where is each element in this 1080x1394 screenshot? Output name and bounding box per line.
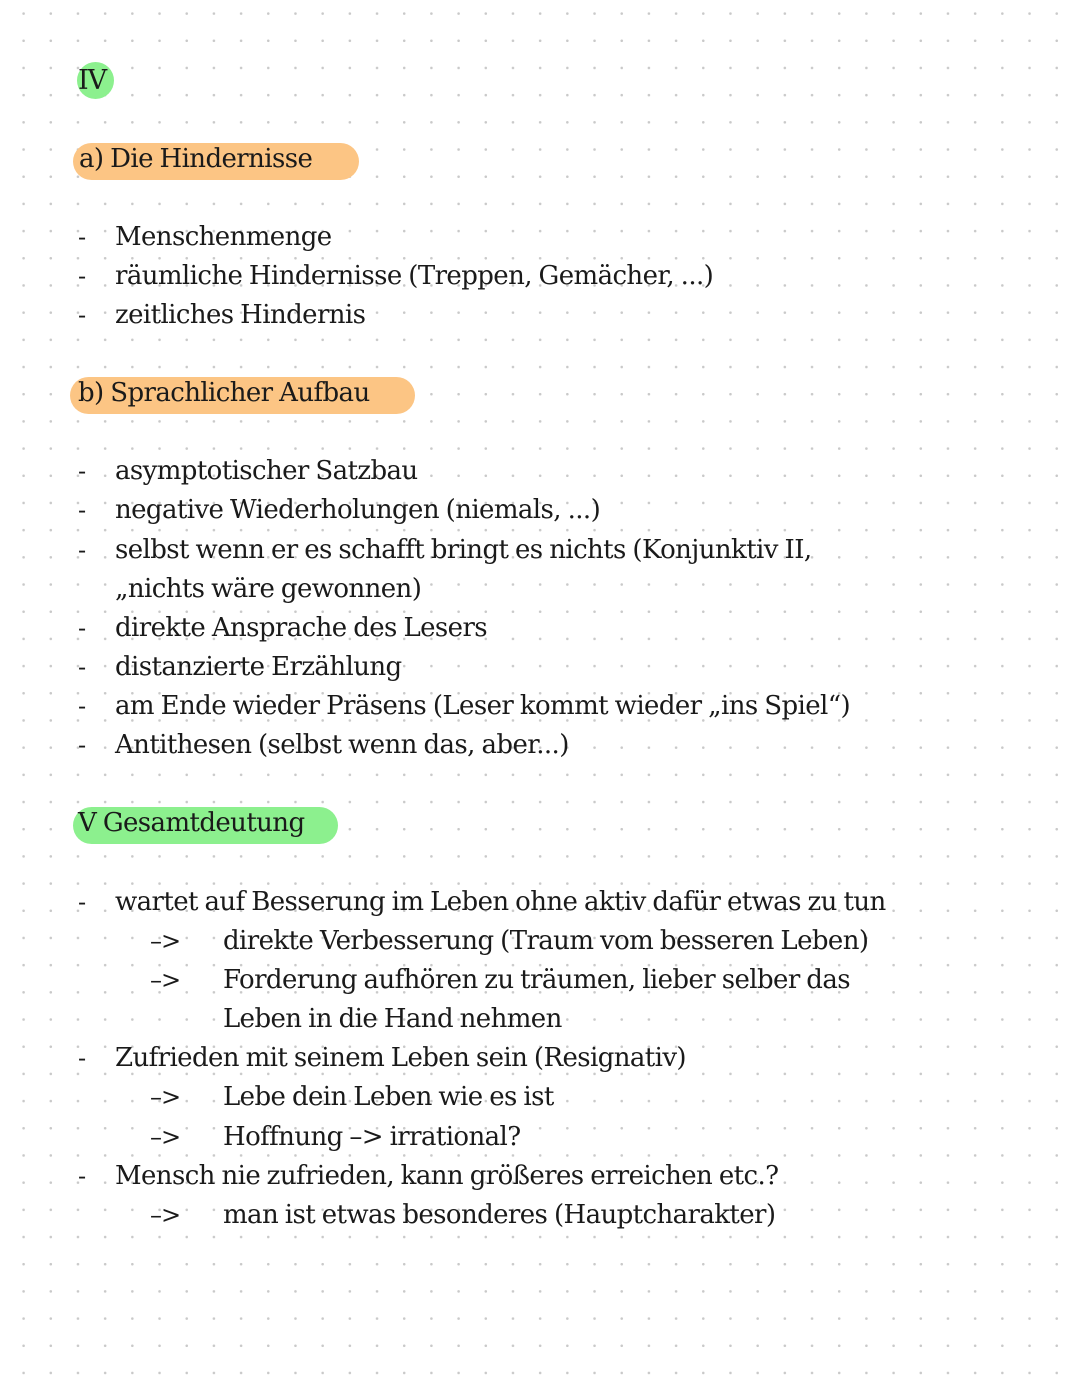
bullet-dash: -	[78, 457, 87, 485]
bullet-dash: -	[78, 692, 87, 720]
sub-list-item: Forderung aufhören zu träumen, lieber selber das	[223, 965, 850, 995]
heading-v: V Gesamtdeutung	[78, 808, 305, 838]
arrow-marker: –>	[150, 1083, 181, 1111]
list-item: Menschenmenge	[115, 222, 332, 252]
list-item: Zufrieden mit seinem Leben sein (Resignativ)	[115, 1043, 686, 1073]
section-iv-label: IV	[78, 65, 107, 96]
list-item: zeitliches Hindernis	[115, 300, 366, 330]
arrow-marker: –>	[150, 966, 181, 994]
bullet-dash: -	[78, 614, 87, 642]
arrow-marker: –>	[150, 1201, 181, 1229]
list-item: am Ende wieder Präsens (Leser kommt wieder „ins Spiel“)	[115, 691, 851, 721]
bullet-dash: -	[78, 301, 87, 329]
bullet-dash: -	[78, 496, 87, 524]
list-item: Mensch nie zufrieden, kann größeres erreichen etc.?	[115, 1161, 779, 1191]
arrow-marker: –>	[150, 927, 181, 955]
list-item: negative Wiederholungen (niemals, ...)	[115, 495, 601, 525]
bullet-dash: -	[78, 888, 87, 916]
sub-list-item: man ist etwas besonderes (Hauptcharakter)	[223, 1200, 776, 1230]
list-item: asymptotischer Satzbau	[115, 456, 418, 486]
bullet-dash: -	[78, 1044, 87, 1072]
bullet-dash: -	[78, 1162, 87, 1190]
bullet-dash: -	[78, 731, 87, 759]
sub-list-item: Lebe dein Leben wie es ist	[223, 1082, 554, 1112]
sub-list-item: direkte Verbesserung (Traum vom besseren Leben)	[223, 926, 869, 956]
heading-a: a) Die Hindernisse	[79, 144, 313, 174]
sub-list-item: Hoffnung –> irrational?	[223, 1122, 521, 1152]
bullet-dash: -	[78, 653, 87, 681]
list-item: distanzierte Erzählung	[115, 652, 402, 682]
sub-list-item-continuation: Leben in die Hand nehmen	[223, 1004, 562, 1034]
bullet-dash: -	[78, 262, 87, 290]
list-item-continuation: „nichts wäre gewonnen)	[115, 574, 422, 604]
bullet-dash: -	[78, 536, 87, 564]
list-item: räumliche Hindernisse (Treppen, Gemächer, ...)	[115, 261, 714, 291]
list-item: Antithesen (selbst wenn das, aber...)	[115, 730, 569, 760]
list-item: wartet auf Besserung im Leben ohne aktiv dafür etwas zu tun	[115, 887, 886, 917]
bullet-dash: -	[78, 223, 87, 251]
list-item: selbst wenn er es schafft bringt es nichts (Konjunktiv II,	[115, 535, 812, 565]
arrow-marker: –>	[150, 1123, 181, 1151]
list-item: direkte Ansprache des Lesers	[115, 613, 488, 643]
heading-b: b) Sprachlicher Aufbau	[78, 378, 370, 408]
